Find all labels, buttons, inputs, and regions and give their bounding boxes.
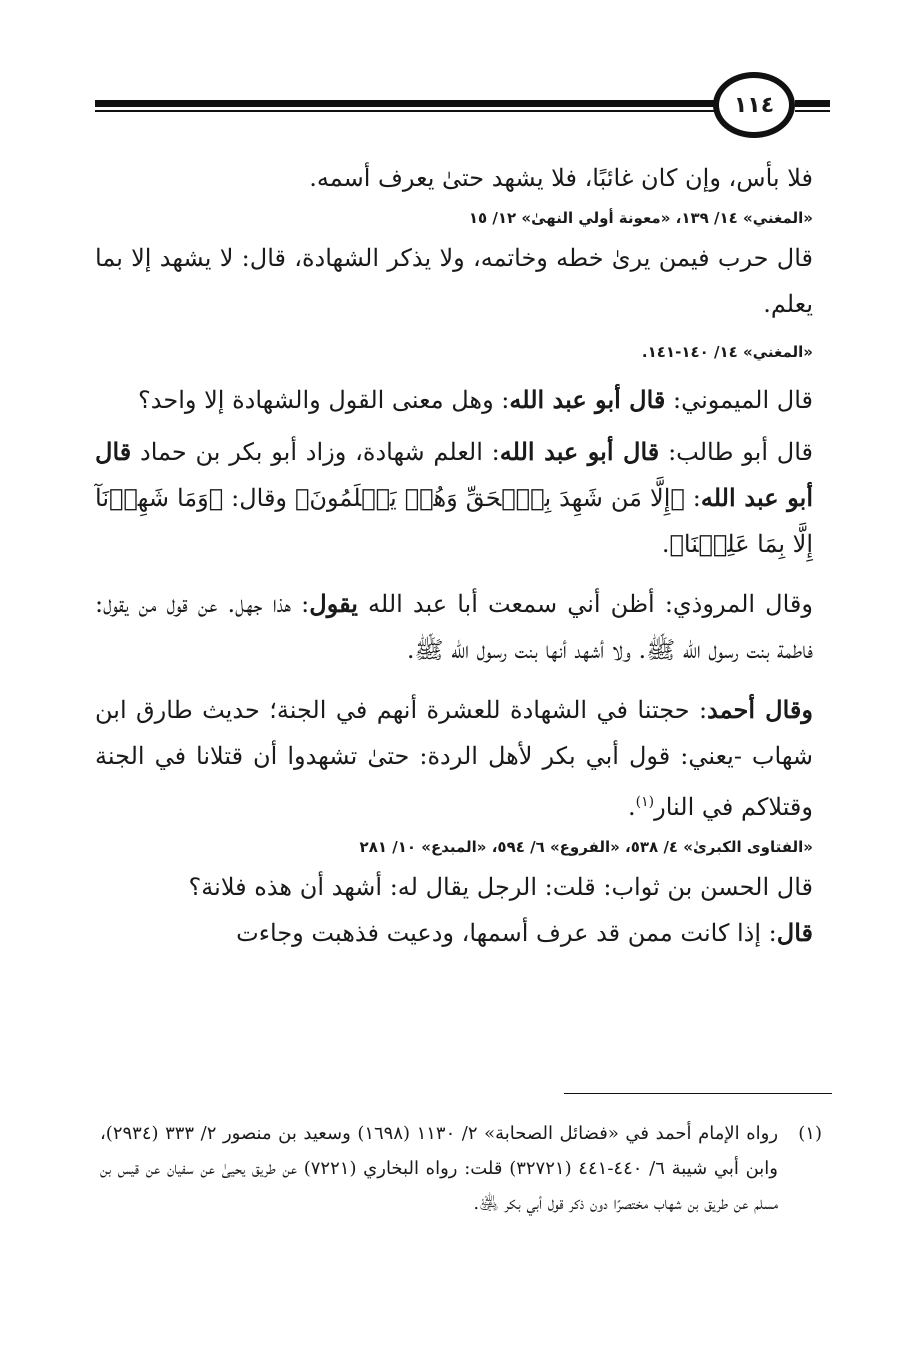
paragraph-6 [95, 687, 813, 830]
paragraph-2: قال حرب فيمن يرىٰ خطه وخاتمه، ولا يذكر الشهادة، قال: لا يشهد إلا بما يعلم. [95, 244, 813, 318]
paragraph-8 [95, 910, 813, 956]
p4-speaker-1: قال أبو عبد الله [499, 437, 660, 466]
p8-speaker: قال [776, 918, 813, 947]
header-rule-thick [95, 100, 720, 107]
p4-speaker-2: قال أبو عبد الله [95, 437, 813, 512]
p6-text: : حجتنا في الشهادة للعشرة أنهم في الجنة؛ حديث طارق ابن شهاب -يعني: قول أبي بكر لأهل الردة: حتىٰ تشهدوا أن قتلانا في الجنة وقتلاكم في النار [95, 696, 813, 821]
p6-end: . [628, 793, 636, 821]
source-citation-1: «المغني» ١٤/ ١٣٩، «معونة أولي النهىٰ» ١٢/ ١٥ [468, 209, 813, 227]
footnote-separator [564, 1093, 832, 1094]
p3-text-c: : وهل معنى القول والشهادة إلا واحد؟ [138, 386, 510, 414]
page-number: ١١٤ [713, 72, 795, 138]
paragraph-4 [95, 429, 813, 567]
p4-quran-quote: : ﴿إِلَّا مَن شَهِدَ بِٱلۡحَقِّ وَهُمۡ يَعۡلَمُونَ﴾ وقال: ﴿وَمَا شَهِدۡنَآ إِلَّا بِمَا عَلِمۡنَا﴾. [95, 484, 813, 558]
footnote [100, 1116, 822, 1221]
page-header [95, 72, 830, 142]
p4-text-a: قال أبو طالب: [659, 438, 814, 466]
p3-speaker: قال أبو عبد الله [509, 385, 666, 414]
paragraph-7: قال الحسن بن ثواب: قلت: الرجل يقال له: أشهد أن هذه فلانة؟ [188, 873, 813, 901]
source-citation-2: «المغني» ١٤/ ١٤٠-١٤١. [641, 343, 813, 361]
source-citation-3: «الفتاوى الكبرىٰ» ٤/ ٥٣٨، «الفروع» ٦/ ٥٩٤، «المبدع» ١٠/ ٢٨١ [359, 838, 813, 856]
p5-text-a: وقال المروذي: أظن أني سمعت أبا عبد الله [357, 590, 813, 618]
header-rule-stub [795, 100, 830, 107]
footnote-marker: (١) [798, 1123, 822, 1144]
paragraph-3 [95, 377, 813, 423]
p6-speaker: وقال أحمد [707, 695, 813, 724]
p3-text-a: قال الميموني: [665, 386, 813, 414]
paragraph-5 [95, 581, 813, 673]
p4-text-c: : العلم شهادة، وزاد أبو بكر بن حماد [131, 438, 500, 466]
header-rule-thin [95, 110, 720, 112]
p8-text: : إذا كانت ممن قد عرف أسمها، ودعيت فذهبت وجاءت [236, 919, 777, 947]
footnote-reference: (١) [635, 794, 655, 810]
p5-text-c: : هذا جهل. عن قول من يقول: فاطمة بنت رسول الله ﷺ. ولا أشهد أنها بنت رسول الله ﷺ. [95, 590, 813, 664]
paragraph-1: فلا بأس، وإن كان غائبًا، فلا يشهد حتىٰ يعرف أسمه. [309, 164, 813, 192]
page-body [95, 155, 813, 956]
header-rule-stub-thin [795, 110, 830, 112]
footnote-text: رواه الإمام أحمد في «فضائل الصحابة» ٢/ ١١٣٠ (١٦٩٨) وسعيد بن منصور ٢/ ٣٣٣ (٢٩٣٤)، وابن أبي شيبة ٦/ ٤٤٠-٤٤١ (٣٢٧٢١) قلت: رواه البخاري (٧٢٢١) عن طريق يحيىٰ عن سفيان عن قيس بن مسلم عن طريق بن شهاب مختصرًا دون ذكر قول أبي بكر ﵁. [100, 1123, 779, 1214]
p5-verb: يقول [309, 589, 358, 618]
